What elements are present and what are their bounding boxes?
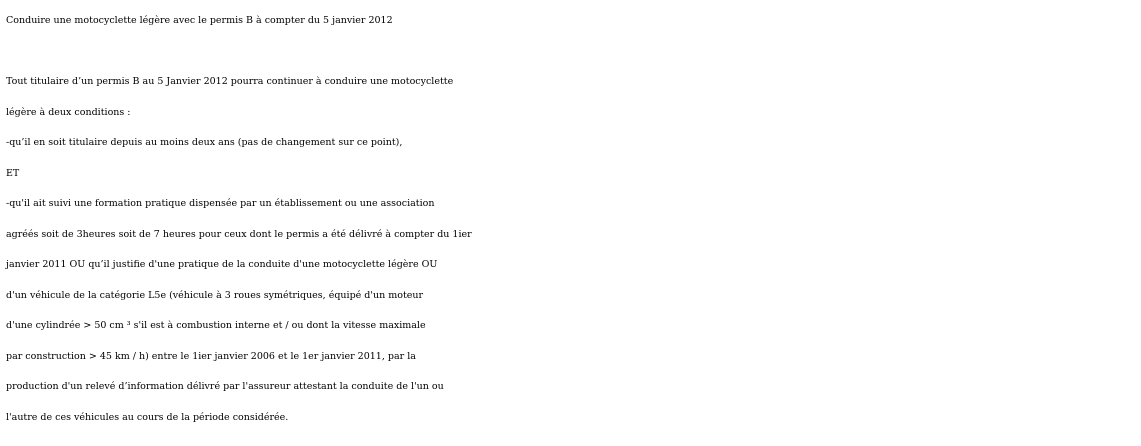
condition-2-line-3: janvier 2011 OU qu’il justifie d'une pratique de la conduite d'une motocyclette légère OU [6, 259, 438, 270]
condition-2-line-6: par construction > 45 km / h) entre le 1ier janvier 2006 et le 1er janvier 2011, par la [6, 350, 416, 362]
conjunction-et: ET [6, 167, 20, 179]
paragraph-line-2: légère à deux conditions : [6, 106, 131, 118]
condition-2-line-2: agréés soit de 3heures soit de 7 heures pour ceux dont le permis a été délivré à compter du 1ier [6, 228, 472, 240]
condition-2-line-1: -qu'il ait suivi une formation pratique dispensée par un établissement ou une association [6, 198, 435, 209]
document-body [6, 6, 1136, 433]
condition-2-line-4: d'un véhicule de la catégorie L5e (véhicule à 3 roues symétriques, équipé d'un moteur [6, 289, 424, 301]
blank-line [6, 37, 1136, 68]
paragraph-line-1: Tout titulaire d’un permis B au 5 Janvier 2012 pourra continuer à conduire une motocyclette [6, 76, 454, 87]
condition-1-line: -qu’il en soit titulaire depuis au moins deux ans (pas de changement sur ce point), [6, 137, 403, 148]
condition-2-line-7: production d'un relevé d’information délivré par l'assureur attestant la conduite de l'un ou [6, 381, 444, 392]
condition-2-line-8: l'autre de ces véhicules au cours de la période considérée. [6, 411, 289, 423]
condition-2-line-5: d'une cylindrée > 50 cm ³ s'il est à combustion interne et / ou dont la vitesse maximale [6, 320, 426, 331]
document-title: Conduire une motocyclette légère avec le permis B à compter du 5 janvier 2012 [6, 15, 393, 26]
